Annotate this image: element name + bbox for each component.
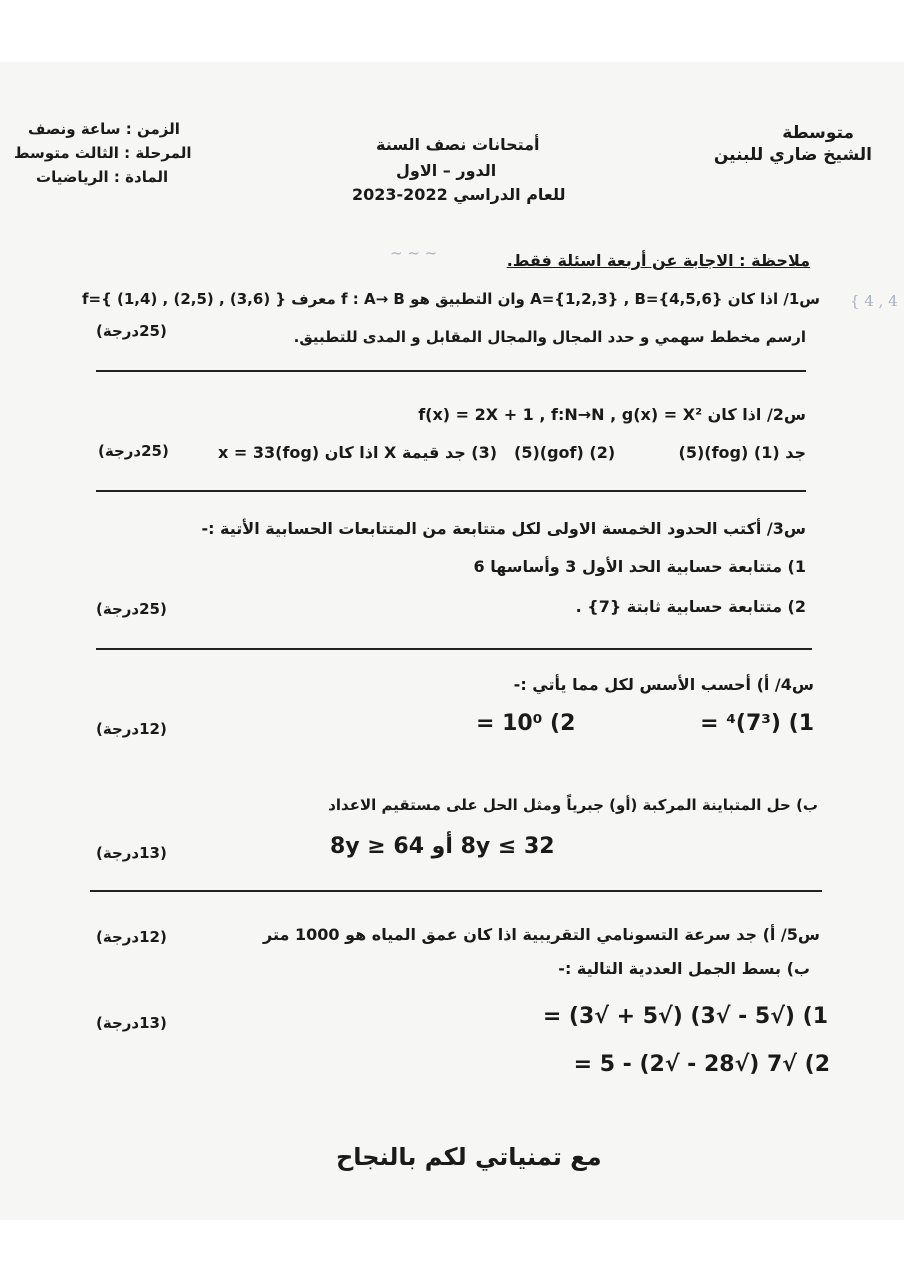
handwritten-mark: ~ ~ ~: [390, 244, 438, 262]
q4-expr2: 2) 10⁰ =: [476, 711, 576, 736]
q3-line1: س3/ أكتب الحدود الخمسة الاولى لكل متتابعة من المتتابعات الحسابية الأتية :-: [201, 519, 806, 538]
q4-expr1: 1) (7³)⁴ =: [700, 711, 814, 736]
divider: [96, 490, 806, 492]
q2-part3: (3) جد قيمة X اذا كان (fog)x = 33: [218, 443, 498, 462]
handwritten-mark: { 4 , 4: [850, 292, 898, 310]
q2-line1: س2/ اذا كان f(x) = 2X + 1 , f:N→N , g(x) = X²: [418, 405, 806, 424]
q5-line-a: س5/ أ) جد سرعة التسونامي التقريبية اذا كان عمق المياه هو 1000 متر: [263, 925, 820, 944]
q4-grade-a: (12درجة): [96, 720, 167, 738]
q5-grade-a: (12درجة): [96, 928, 167, 946]
exam-paper: [0, 62, 904, 1220]
q3-item2: 2) متتابعة حسابية ثابتة {7} .: [575, 597, 806, 616]
q1-grade: (25درجة): [96, 322, 167, 340]
q4-grade-b: (13درجة): [96, 844, 167, 862]
q2-part1: جد (1) (fog)(5): [678, 443, 806, 462]
q2-grade: (25درجة): [98, 442, 169, 460]
divider: [96, 648, 812, 650]
school-line2: الشيخ ضاري للبنين: [713, 145, 872, 165]
exam-round: الدور – الاول: [396, 161, 497, 180]
q3-item1: 1) متتابعة حسابية الحد الأول 3 وأساسها 6: [473, 557, 806, 576]
school-line1: متوسطة: [782, 123, 854, 143]
exam-year: للعام الدراسي 2022-2023: [352, 185, 566, 204]
exam-stage: المرحلة : الثالث متوسط: [14, 144, 192, 162]
q5-grade-b: (13درجة): [96, 1014, 167, 1032]
exam-title: أمتحانات نصف السنة: [376, 135, 540, 154]
exam-subject: المادة : الرياضيات: [36, 168, 169, 186]
exam-time: الزمن : ساعة ونصف: [28, 120, 180, 138]
divider: [90, 890, 822, 892]
q4-line1: س4/ أ) أحسب الأسس لكل مما يأتي :-: [513, 675, 814, 694]
q2-part2: (2) (gof)(5): [514, 443, 616, 462]
q5-expr2: 2) √7 (√28 - √2) - 5 =: [573, 1052, 830, 1077]
q1-line2: ارسم مخطط سهمي و حدد المجال والمجال المقابل و المدى للتطبيق.: [293, 328, 806, 346]
q5-line-b: ب) بسط الجمل العددية التالية :-: [558, 959, 810, 978]
q1-line1: س1/ اذا كان A={1,2,3} , B={4,5,6} وان التطبيق هو f : A→ B معرف { (3,6) , (2,5) , (1,4) }=f: [82, 290, 820, 308]
note: ملاحظة : الاجابة عن أربعة اسئلة فقط.: [506, 251, 810, 270]
q4-inequality: 8y ≤ 32 أو 8y ≥ 64: [330, 834, 555, 859]
closing: مع تمنياتي لكم بالنجاح: [336, 1143, 602, 1171]
q4-line-b: ب) حل المتباينة المركبة (أو) جبرياً ومثل الحل على مستقيم الاعداد: [328, 796, 818, 814]
q3-grade: (25درجة): [96, 600, 167, 618]
divider: [96, 370, 806, 372]
q5-expr1: 1) (√5 - √3) (√5 + √3) =: [542, 1004, 828, 1029]
